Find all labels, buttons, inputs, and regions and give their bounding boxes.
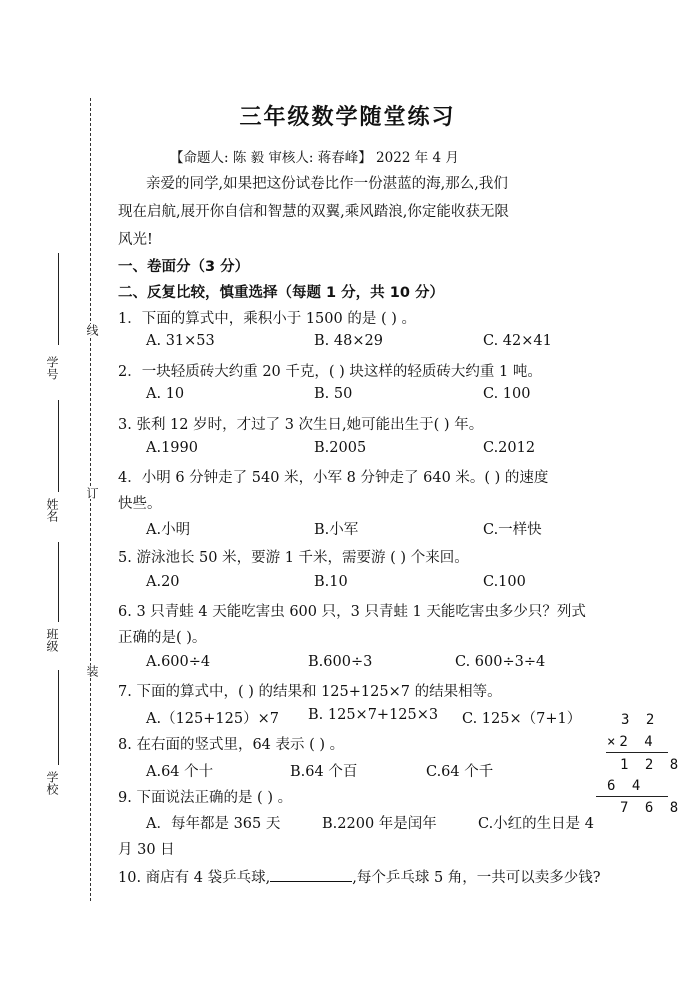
section-heading-1: 一、卷面分（3 分） (118, 259, 250, 275)
question-1: 1．下面的算式中，乘积小于 1500 的是 ( ) 。 (118, 311, 416, 327)
calc-multiplier: ×2 4 (607, 734, 657, 750)
q3-option-c[interactable]: C.2012 (483, 440, 536, 456)
q6-option-b[interactable]: B.600÷3 (308, 654, 373, 670)
question-6-cont: 正确的是( )。 (118, 630, 207, 646)
exam-meta: 【命题人: 陈 毅 审核人: 蒋春峰】 2022 年 4 月 (170, 150, 459, 166)
section-heading-2: 二、反复比较，慎重选择（每题 1 分，共 10 分） (118, 285, 444, 301)
binding-mark-bind: 订 (85, 487, 99, 499)
question-10-tail: ,每个乒乓球 5 角，一共可以卖多少钱? (352, 870, 601, 886)
intro-line-1: 亲爱的同学,如果把这份试卷比作一份湛蓝的海,那么,我们 (146, 176, 508, 192)
q1-option-c[interactable]: C. 42×41 (483, 333, 552, 349)
binding-label-name: 姓名 (45, 498, 59, 522)
q8-option-b[interactable]: B.64 个百 (290, 764, 358, 780)
question-8: 8. 在右面的竖式里，64 表示 ( ) 。 (118, 737, 345, 753)
calc-multiplicand: 3 2 (621, 712, 659, 728)
q9-option-c-cont: 月 30 日 (118, 842, 175, 858)
binding-label-class: 班级 (45, 628, 59, 652)
page-title: 三年级数学随堂练习 (239, 104, 456, 130)
binding-dashed-line (90, 98, 91, 901)
q9-option-b[interactable]: B.2200 年是闰年 (322, 816, 437, 832)
q5-option-c[interactable]: C.100 (483, 574, 526, 590)
binding-mark-seal: 装 (85, 665, 99, 677)
q4-option-c[interactable]: C.一样快 (483, 522, 542, 538)
question-10-blank[interactable] (270, 869, 352, 882)
q6-option-c[interactable]: C. 600÷3÷4 (455, 654, 546, 670)
q1-option-b[interactable]: B. 48×29 (314, 333, 383, 349)
binding-label-school: 学校 (45, 771, 59, 795)
school-underline[interactable] (58, 670, 59, 765)
q1-option-a[interactable]: A. 31×53 (146, 333, 215, 349)
question-7: 7. 下面的算式中，( ) 的结果和 125+125×7 的结果相等。 (118, 684, 502, 700)
question-6: 6. 3 只青蛙 4 天能吃害虫 600 只，3 只青蛙 1 天能吃害虫多少只？列式 (118, 604, 586, 620)
q8-option-a[interactable]: A.64 个十 (146, 764, 214, 780)
q9-option-c[interactable]: C.小红的生日是 4 (478, 816, 595, 832)
q3-option-b[interactable]: B.2005 (314, 440, 367, 456)
calc-partial-2: 6 4 (607, 778, 645, 794)
question-10-head: 10. 商店有 4 袋乒乓球, (118, 870, 271, 886)
student-no-underline[interactable] (58, 253, 59, 345)
q4-option-b[interactable]: B.小军 (314, 522, 359, 538)
q8-option-c[interactable]: C.64 个千 (426, 764, 494, 780)
intro-line-2: 现在启航,展开你自信和智慧的双翼,乘风踏浪,你定能收获无限 (118, 204, 509, 220)
question-5: 5. 游泳池长 50 米，要游 1 千米，需要游 ( ) 个来回。 (118, 550, 469, 566)
calc-product: 7 6 8 (620, 800, 683, 816)
calc-partial-1: 1 2 8 (620, 757, 683, 773)
q5-option-a[interactable]: A.20 (146, 574, 180, 590)
q7-option-a[interactable]: A.（125+125）×7 (146, 711, 279, 727)
class-underline[interactable] (58, 542, 59, 622)
q3-option-a[interactable]: A.1990 (146, 440, 198, 456)
q7-option-c[interactable]: C. 125×（7+1） (462, 711, 582, 727)
question-4: 4．小明 6 分钟走了 540 米，小军 8 分钟走了 640 米。( ) 的速度 (118, 470, 549, 486)
question-10 (118, 866, 601, 887)
q2-option-a[interactable]: A. 10 (146, 386, 185, 402)
q6-option-a[interactable]: A.600÷4 (146, 654, 211, 670)
binding-label-student-no: 学号 (45, 356, 59, 380)
q4-option-a[interactable]: A.小明 (146, 522, 191, 538)
q2-option-c[interactable]: C. 100 (483, 386, 531, 402)
q9-option-a[interactable]: A．每年都是 365 天 (146, 816, 281, 832)
name-underline[interactable] (58, 400, 59, 492)
calc-rule-2 (596, 796, 668, 797)
question-2: 2．一块轻质砖大约重 20 千克，( ) 块这样的轻质砖大约重 1 吨。 (118, 364, 542, 380)
calc-rule-1 (606, 752, 668, 753)
question-9: 9. 下面说法正确的是 ( ) 。 (118, 790, 293, 806)
question-3: 3. 张利 12 岁时，才过了 3 次生日,她可能出生于( ) 年。 (118, 417, 484, 433)
question-4-cont: 快些。 (118, 496, 162, 512)
q2-option-b[interactable]: B. 50 (314, 386, 353, 402)
intro-line-3: 风光! (118, 232, 153, 248)
binding-mark-line: 线 (85, 324, 99, 336)
q7-option-b[interactable]: B. 125×7+125×3 (308, 707, 439, 723)
q5-option-b[interactable]: B.10 (314, 574, 348, 590)
